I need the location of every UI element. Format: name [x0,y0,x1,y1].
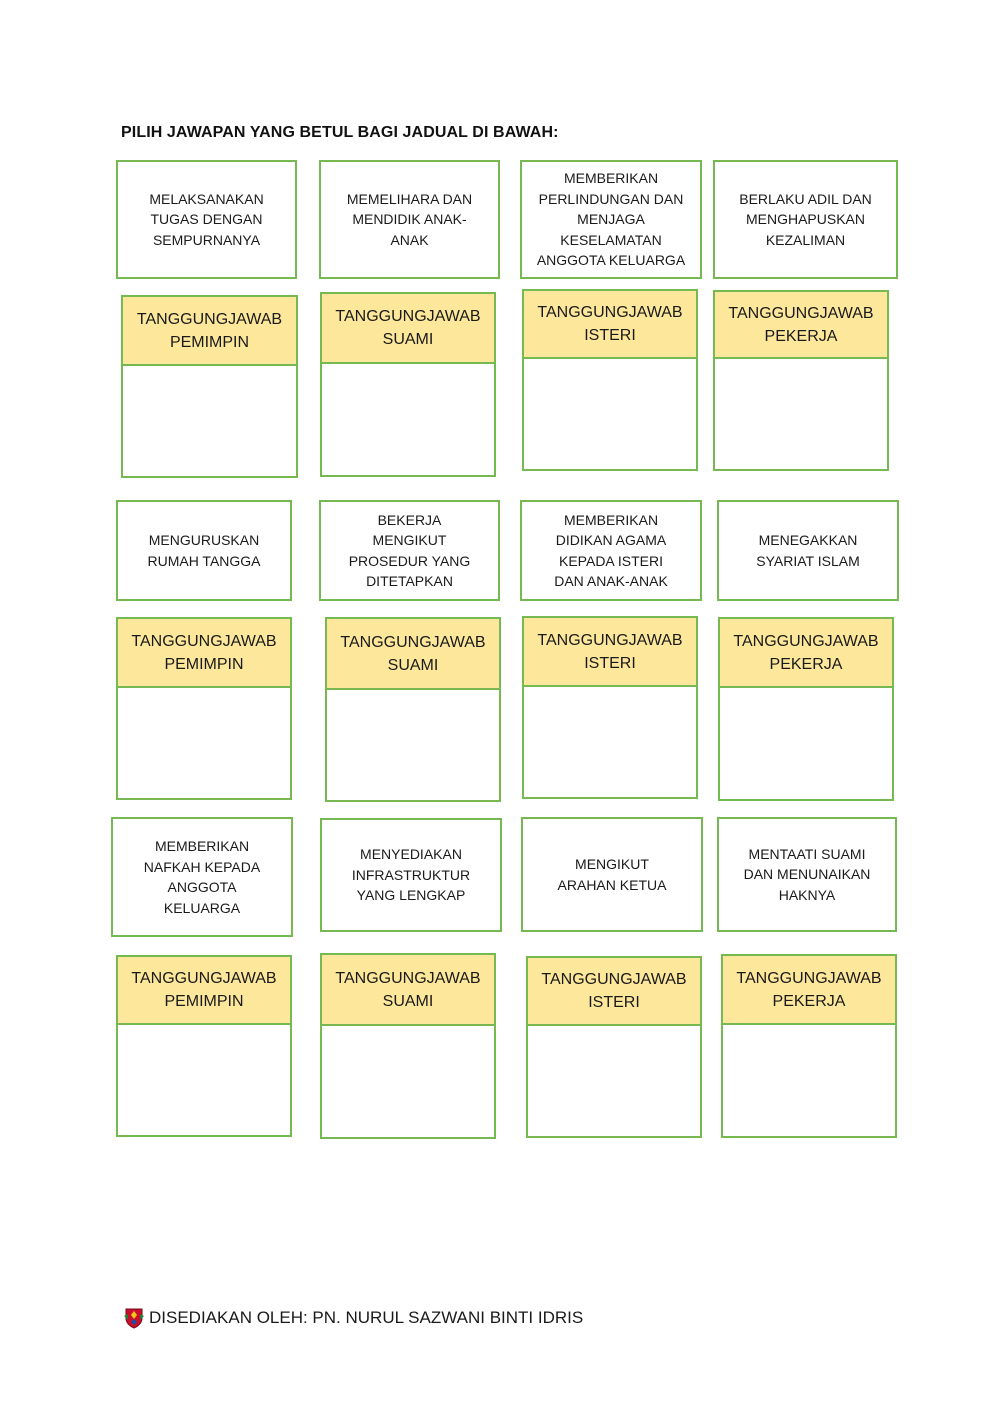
answer-text: MEMBERIKAN NAFKAH KEPADA ANGGOTA KELUARGA [143,838,261,916]
category-label: TANGGUNGJAWAB PEKERJA [718,617,894,688]
category-label: TANGGUNGJAWAB PEMIMPIN [116,955,292,1025]
category-slot-pemimpin [121,295,298,478]
category-slot-pemimpin [116,617,292,800]
answer-text: MENYEDIAKAN INFRASTRUKTUR YANG LENGKAP [351,846,471,904]
category-slot-pekerja [713,290,889,471]
category-label: TANGGUNGJAWAB ISTERI [526,956,702,1026]
answer-text: MENGIKUT ARAHAN KETUA [557,856,667,893]
drop-zone[interactable] [325,690,501,802]
drop-zone[interactable] [320,364,496,477]
drop-zone[interactable] [121,366,298,478]
footer [122,1306,583,1330]
answer-text: MENEGAKKAN SYARIAT ISLAM [756,532,860,569]
category-label: TANGGUNGJAWAB PEMIMPIN [116,617,292,688]
drop-zone[interactable] [116,688,292,800]
answer-text: MEMELIHARA DAN MENDIDIK ANAK-ANAK [346,190,473,248]
answer-text: BEKERJA MENGIKUT PROSEDUR YANG DITETAPKAN [348,511,471,589]
drop-zone[interactable] [713,359,889,471]
category-slot-suami [325,617,501,802]
drop-zone[interactable] [320,1026,496,1139]
category-slot-isteri [522,616,698,799]
answer-card[interactable] [713,160,898,279]
category-label: TANGGUNGJAWAB SUAMI [325,617,501,690]
answer-card[interactable] [319,500,500,601]
answer-card[interactable] [717,817,897,932]
category-slot-isteri [522,289,698,471]
drop-zone[interactable] [718,688,894,801]
category-slot-suami [320,292,496,477]
drop-zone[interactable] [522,359,698,471]
category-label: TANGGUNGJAWAB PEMIMPIN [121,295,298,366]
answer-text: MEMBERIKAN DIDIKAN AGAMA KEPADA ISTERI DAN ANAK-ANAK [554,511,668,589]
answer-card[interactable] [521,817,703,932]
answer-card[interactable] [717,500,899,601]
category-slot-suami [320,953,496,1139]
answer-card[interactable] [116,160,297,279]
category-label: TANGGUNGJAWAB SUAMI [320,292,496,364]
crest-icon [122,1306,146,1330]
category-slot-pemimpin [116,955,292,1137]
answer-card[interactable] [111,817,293,937]
answer-text: MENGURUSKAN RUMAH TANGGA [147,532,261,569]
answer-card[interactable] [116,500,292,601]
category-slot-isteri [526,956,702,1138]
answer-text: MELAKSANAKAN TUGAS DENGAN SEMPURNANYA [149,190,264,248]
answer-text: MEMBERIKAN PERLINDUNGAN DAN MENJAGA KESELAMATAN ANGGOTA KELUARGA [536,170,686,269]
category-slot-pekerja [721,954,897,1138]
drop-zone[interactable] [526,1026,702,1138]
answer-card[interactable] [319,160,500,279]
category-label: TANGGUNGJAWAB PEKERJA [713,290,889,359]
category-label: TANGGUNGJAWAB ISTERI [522,289,698,359]
category-label: TANGGUNGJAWAB PEKERJA [721,954,897,1025]
category-slot-pekerja [718,617,894,801]
drop-zone[interactable] [522,687,698,799]
answer-text: MENTAATI SUAMI DAN MENUNAIKAN HAKNYA [743,845,871,903]
category-label: TANGGUNGJAWAB ISTERI [522,616,698,687]
answer-card[interactable] [320,818,502,932]
answer-text: BERLAKU ADIL DAN MENGHAPUSKAN KEZALIMAN [739,190,872,248]
footer-text: DISEDIAKAN OLEH: PN. NURUL SAZWANI BINTI IDRIS [149,1308,584,1327]
drop-zone[interactable] [721,1025,897,1138]
answer-card[interactable] [520,160,702,279]
page-title: PILIH JAWAPAN YANG BETUL BAGI JADUAL DI BAWAH: [121,124,559,141]
drop-zone[interactable] [116,1025,292,1137]
category-label: TANGGUNGJAWAB SUAMI [320,953,496,1026]
answer-card[interactable] [520,500,702,601]
